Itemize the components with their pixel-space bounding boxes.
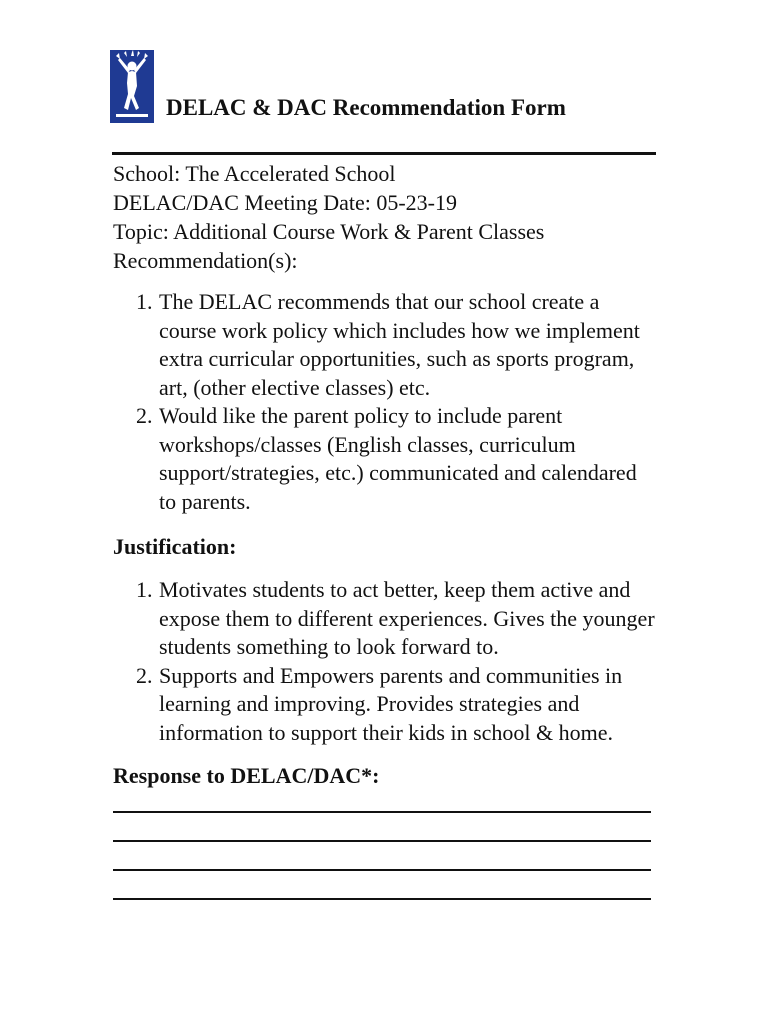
meeting-date-line: DELAC/DAC Meeting Date: 05-23-19 (113, 190, 457, 215)
justifications-list (113, 576, 658, 747)
justification-heading: Justification: (113, 534, 237, 559)
form-title: DELAC & DAC Recommendation Form (166, 95, 566, 120)
recommendations-label: Recommendation(s): (113, 248, 298, 273)
recommendation-item: 1. The DELAC recommends that our school create a course work policy which includes how we implement extra curricular opportunities, such as sports program, art, (other elective classes) etc. (158, 288, 658, 402)
school-logo-icon (110, 50, 154, 123)
topic-line: Topic: Additional Course Work & Parent Classes (113, 219, 545, 244)
recommendation-item: 2. Would like the parent policy to include parent workshops/classes (English classes, curriculum support/strategies, etc.) communicated and calendared to parents. (158, 402, 658, 516)
response-blank-line (113, 840, 651, 842)
form-info (113, 159, 544, 275)
response-blank-line (113, 811, 651, 813)
school-line: School: The Accelerated School (113, 161, 396, 186)
justification-item: 2. Supports and Empowers parents and communities in learning and improving. Provides strategies and information to support their kids in school & home. (158, 662, 658, 748)
response-blank-line (113, 898, 651, 900)
title-divider (112, 152, 656, 155)
recommendations-list (113, 288, 658, 516)
justification-item: 1. Motivates students to act better, keep them active and expose them to different experiences. Gives the younger students something to look forward to. (158, 576, 658, 662)
response-heading: Response to DELAC/DAC*: (113, 763, 380, 788)
response-blank-line (113, 869, 651, 871)
